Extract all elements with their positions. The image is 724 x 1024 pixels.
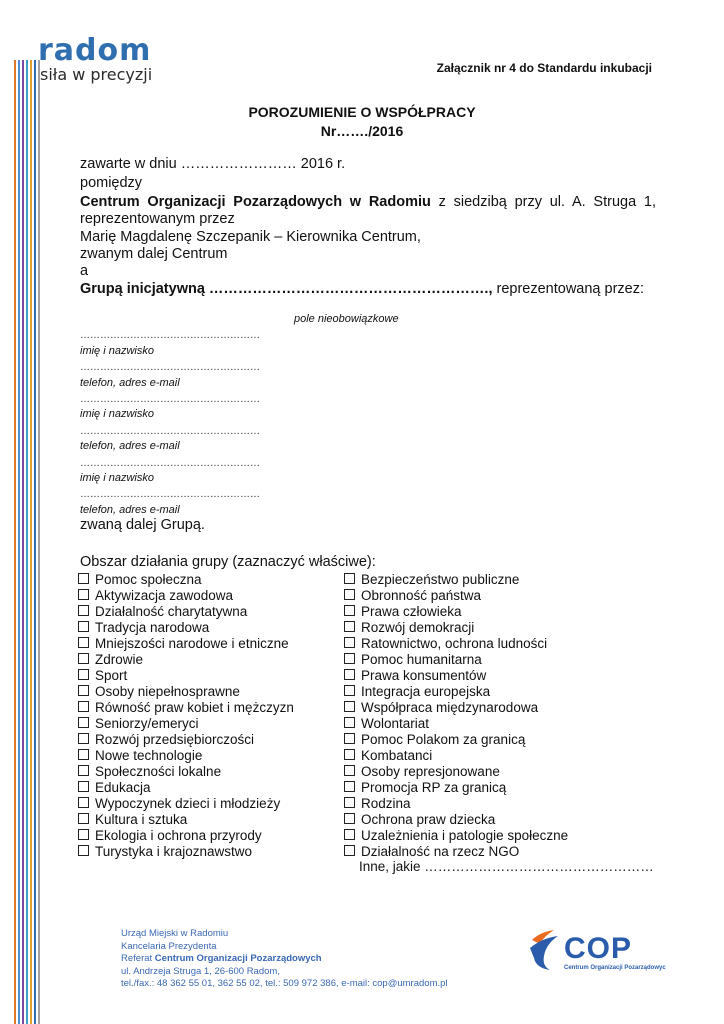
center-name: Centrum Organizacji Pozarządowych w Radomiu bbox=[80, 194, 431, 210]
contact-label: telefon, adres e-mail bbox=[80, 504, 180, 516]
area-label: Ochrona praw dziecka bbox=[361, 812, 496, 827]
checkbox-icon[interactable] bbox=[78, 605, 89, 616]
checkbox-icon[interactable] bbox=[344, 685, 355, 696]
area-checkbox-item[interactable] bbox=[344, 604, 462, 620]
stripe bbox=[14, 60, 16, 1024]
center-seat: z siedzibą przy ul. A. Struga 1, bbox=[430, 194, 656, 210]
area-checkbox-item[interactable] bbox=[344, 668, 486, 684]
and-line: a bbox=[80, 263, 89, 279]
area-checkbox-item[interactable] bbox=[344, 588, 481, 604]
document-number: Nr……./2016 bbox=[320, 123, 404, 139]
cop-letters: COP bbox=[564, 932, 633, 965]
footer-line: Urząd Miejski w Radomiu bbox=[121, 928, 229, 939]
area-checkbox-item[interactable] bbox=[344, 764, 500, 780]
area-checkbox-item[interactable] bbox=[78, 604, 247, 620]
checkbox-icon[interactable] bbox=[78, 701, 89, 712]
area-checkbox-item[interactable] bbox=[344, 572, 519, 588]
annex-label: Załącznik nr 4 do Standardu inkubacji bbox=[436, 61, 652, 75]
checkbox-icon[interactable] bbox=[344, 781, 355, 792]
area-label: Promocja RP za granicą bbox=[361, 780, 507, 795]
area-label: Działalność na rzecz NGO bbox=[361, 844, 520, 859]
area-label: Rozwój przedsiębiorczości bbox=[95, 732, 255, 747]
area-label: Działalność charytatywna bbox=[95, 604, 248, 619]
area-label: Prawa człowieka bbox=[361, 604, 462, 619]
group-line bbox=[80, 281, 644, 297]
area-checkbox-item[interactable] bbox=[344, 732, 525, 748]
area-checkbox-item[interactable] bbox=[78, 636, 289, 652]
area-label: Osoby represjonowane bbox=[361, 764, 500, 779]
representative-person: Marię Magdalenę Szczepanik – Kierownika Centrum, bbox=[80, 229, 421, 245]
area-checkbox-item[interactable] bbox=[78, 812, 187, 828]
area-label: Integracja europejska bbox=[361, 684, 491, 699]
other-area-line: Inne, jakie …………………………………………… bbox=[359, 859, 654, 874]
area-label: Zdrowie bbox=[95, 652, 144, 667]
area-label: Mniejszości narodowe i etniczne bbox=[95, 636, 289, 651]
area-checkbox-item[interactable] bbox=[78, 668, 127, 684]
area-label: Pomoc Polakom za granicą bbox=[361, 732, 526, 747]
checkbox-icon[interactable] bbox=[344, 797, 355, 808]
radom-logo bbox=[38, 33, 178, 84]
stripe bbox=[18, 60, 20, 1024]
area-checkbox-item[interactable] bbox=[344, 716, 429, 732]
area-label: Rozwój demokracji bbox=[361, 620, 475, 635]
checkbox-icon[interactable] bbox=[344, 845, 355, 856]
checkbox-icon[interactable] bbox=[78, 829, 89, 840]
checkbox-icon[interactable] bbox=[344, 669, 355, 680]
checkbox-icon[interactable] bbox=[344, 813, 355, 824]
area-checkbox-item[interactable] bbox=[78, 748, 202, 764]
areas-heading: Obszar działania grupy (zaznaczyć właściwe): bbox=[80, 554, 376, 570]
area-label: Uzależnienia i patologie społeczne bbox=[361, 828, 569, 843]
footer-line: Kancelaria Prezydenta bbox=[121, 940, 217, 952]
area-checkbox-item[interactable] bbox=[344, 620, 474, 636]
area-label: Równość praw kobiet i mężczyzn bbox=[95, 700, 294, 715]
area-label: Turystyka i krajoznawstwo bbox=[95, 844, 253, 859]
area-label: Rodzina bbox=[361, 796, 411, 811]
footer-referat-prefix: Referat bbox=[121, 953, 155, 965]
area-label: Edukacja bbox=[95, 780, 151, 795]
contact-label: telefon, adres e-mail bbox=[80, 377, 180, 389]
checkbox-icon[interactable] bbox=[344, 653, 355, 664]
area-label: Obronność państwa bbox=[361, 588, 482, 603]
area-checkbox-item[interactable] bbox=[344, 652, 482, 668]
area-checkbox-item[interactable] bbox=[78, 796, 280, 812]
decorative-stripes bbox=[14, 60, 44, 1024]
area-label: Bezpieczeństwo publiczne bbox=[361, 572, 520, 587]
checkbox-icon[interactable] bbox=[78, 653, 89, 664]
center-called-line: zwanym dalej Centrum bbox=[80, 246, 228, 262]
logo-tagline: siła w precyzji bbox=[40, 65, 153, 84]
center-line bbox=[80, 193, 656, 211]
cop-logo-graphic bbox=[526, 926, 666, 974]
footer-address bbox=[121, 928, 448, 991]
footer-line: ul. Andrzeja Struga 1, 26-600 Radom, bbox=[121, 965, 280, 977]
footer-line: tel./fax.: 48 362 55 01, 362 55 02, tel.: 509 972 386, e-mail: cop@umradom.pl bbox=[121, 978, 448, 990]
area-checkbox-item[interactable] bbox=[344, 780, 506, 796]
checkbox-icon[interactable] bbox=[344, 765, 355, 776]
checkbox-icon[interactable] bbox=[78, 781, 89, 792]
contact-label: telefon, adres e-mail bbox=[80, 440, 180, 452]
area-label: Pomoc społeczna bbox=[95, 572, 202, 587]
area-checkbox-item[interactable] bbox=[344, 844, 519, 860]
area-checkbox-item[interactable] bbox=[78, 588, 233, 604]
area-label: Prawa konsumentów bbox=[361, 668, 487, 683]
checkbox-icon[interactable] bbox=[78, 637, 89, 648]
area-label: Ekologia i ochrona przyrody bbox=[95, 828, 262, 843]
area-label: Współpraca międzynarodowa bbox=[361, 700, 539, 715]
area-label: Aktywizacja zawodowa bbox=[95, 588, 234, 603]
area-label: Nowe technologie bbox=[95, 748, 203, 763]
checkbox-icon[interactable] bbox=[344, 829, 355, 840]
stripe bbox=[38, 60, 40, 1024]
area-checkbox-item[interactable] bbox=[78, 684, 240, 700]
group-label: Grupą inicjatywną …………………………………………………., bbox=[80, 281, 493, 297]
area-checkbox-item[interactable] bbox=[344, 812, 495, 828]
concluded-date-line: zawarte w dniu …………………… 2016 r. bbox=[80, 156, 346, 172]
area-checkbox-item[interactable] bbox=[78, 844, 252, 860]
document-title: POROZUMIENIE O WSPÓŁPRACY bbox=[248, 104, 476, 120]
name-label: imię i nazwisko bbox=[80, 345, 154, 357]
checkbox-icon[interactable] bbox=[344, 621, 355, 632]
stripe bbox=[30, 60, 32, 1024]
area-label: Pomoc humanitarna bbox=[361, 652, 482, 667]
area-checkbox-item[interactable] bbox=[78, 828, 262, 844]
fill-line: ……………………………………………… bbox=[80, 330, 260, 341]
footer-line bbox=[121, 953, 448, 966]
checkbox-icon[interactable] bbox=[344, 749, 355, 760]
checkbox-icon[interactable] bbox=[78, 685, 89, 696]
cop-logo bbox=[526, 926, 666, 974]
area-label: Seniorzy/emeryci bbox=[95, 716, 199, 731]
area-label: Kombatanci bbox=[361, 748, 433, 763]
checkbox-icon[interactable] bbox=[78, 717, 89, 728]
checkbox-icon[interactable] bbox=[78, 669, 89, 680]
checkbox-icon[interactable] bbox=[78, 845, 89, 856]
group-called-line: zwaną dalej Grupą. bbox=[80, 517, 205, 533]
group-representation: reprezentowaną przez: bbox=[492, 281, 645, 297]
area-label: Kultura i sztuka bbox=[95, 812, 188, 827]
area-label: Tradycja narodowa bbox=[95, 620, 210, 635]
area-checkbox-item[interactable] bbox=[344, 700, 538, 716]
fill-line: ……………………………………………… bbox=[80, 394, 260, 405]
cop-tagline: Centrum Organizacji Pozarządowych bbox=[564, 965, 666, 971]
logo-wordmark: radom bbox=[38, 33, 152, 68]
area-checkbox-item[interactable] bbox=[78, 764, 221, 780]
checkbox-icon[interactable] bbox=[344, 573, 355, 584]
checkbox-icon[interactable] bbox=[78, 797, 89, 808]
checkbox-icon[interactable] bbox=[344, 717, 355, 728]
checkbox-icon[interactable] bbox=[344, 637, 355, 648]
area-checkbox-item[interactable] bbox=[78, 620, 209, 636]
name-label: imię i nazwisko bbox=[80, 472, 154, 484]
fill-line: ……………………………………………… bbox=[80, 362, 260, 373]
area-checkbox-item[interactable] bbox=[78, 652, 143, 668]
checkbox-icon[interactable] bbox=[78, 573, 89, 584]
checkbox-icon[interactable] bbox=[344, 605, 355, 616]
checkbox-icon[interactable] bbox=[78, 733, 89, 744]
stripe bbox=[22, 60, 24, 1024]
checkbox-icon[interactable] bbox=[344, 733, 355, 744]
checkbox-icon[interactable] bbox=[78, 749, 89, 760]
area-label: Wolontariat bbox=[361, 716, 430, 731]
area-checkbox-item[interactable] bbox=[344, 636, 547, 652]
area-checkbox-item[interactable] bbox=[344, 796, 411, 812]
checkbox-icon[interactable] bbox=[78, 813, 89, 824]
checkbox-icon[interactable] bbox=[78, 589, 89, 600]
area-checkbox-item[interactable] bbox=[78, 732, 254, 748]
stripe bbox=[34, 60, 36, 1024]
area-checkbox-item[interactable] bbox=[344, 684, 490, 700]
fill-line: ……………………………………………… bbox=[80, 489, 260, 500]
between-line: pomiędzy bbox=[80, 175, 143, 191]
area-checkbox-item[interactable] bbox=[78, 780, 151, 796]
checkbox-icon[interactable] bbox=[78, 765, 89, 776]
area-label: Sport bbox=[95, 668, 128, 683]
area-label: Wypoczynek dzieci i młodzieży bbox=[95, 796, 281, 811]
stripe bbox=[26, 60, 28, 1024]
area-checkbox-item[interactable] bbox=[78, 716, 199, 732]
area-label: Społeczności lokalne bbox=[95, 764, 222, 779]
checkbox-icon[interactable] bbox=[78, 621, 89, 632]
area-checkbox-item[interactable] bbox=[78, 572, 202, 588]
optional-field-note: pole nieobowiązkowe bbox=[294, 313, 399, 325]
name-label: imię i nazwisko bbox=[80, 408, 154, 420]
area-label: Osoby niepełnosprawne bbox=[95, 684, 240, 699]
area-checkbox-item[interactable] bbox=[344, 748, 432, 764]
represented-line: reprezentowanym przez bbox=[80, 211, 235, 227]
area-label: Ratownictwo, ochrona ludności bbox=[361, 636, 548, 651]
checkbox-icon[interactable] bbox=[344, 701, 355, 712]
fill-line: ……………………………………………… bbox=[80, 426, 260, 437]
area-checkbox-item[interactable] bbox=[78, 700, 294, 716]
checkbox-icon[interactable] bbox=[344, 589, 355, 600]
area-checkbox-item[interactable] bbox=[344, 828, 568, 844]
footer-referat-name: Centrum Organizacji Pozarządowych bbox=[154, 953, 322, 965]
fill-line: ……………………………………………… bbox=[80, 458, 260, 469]
